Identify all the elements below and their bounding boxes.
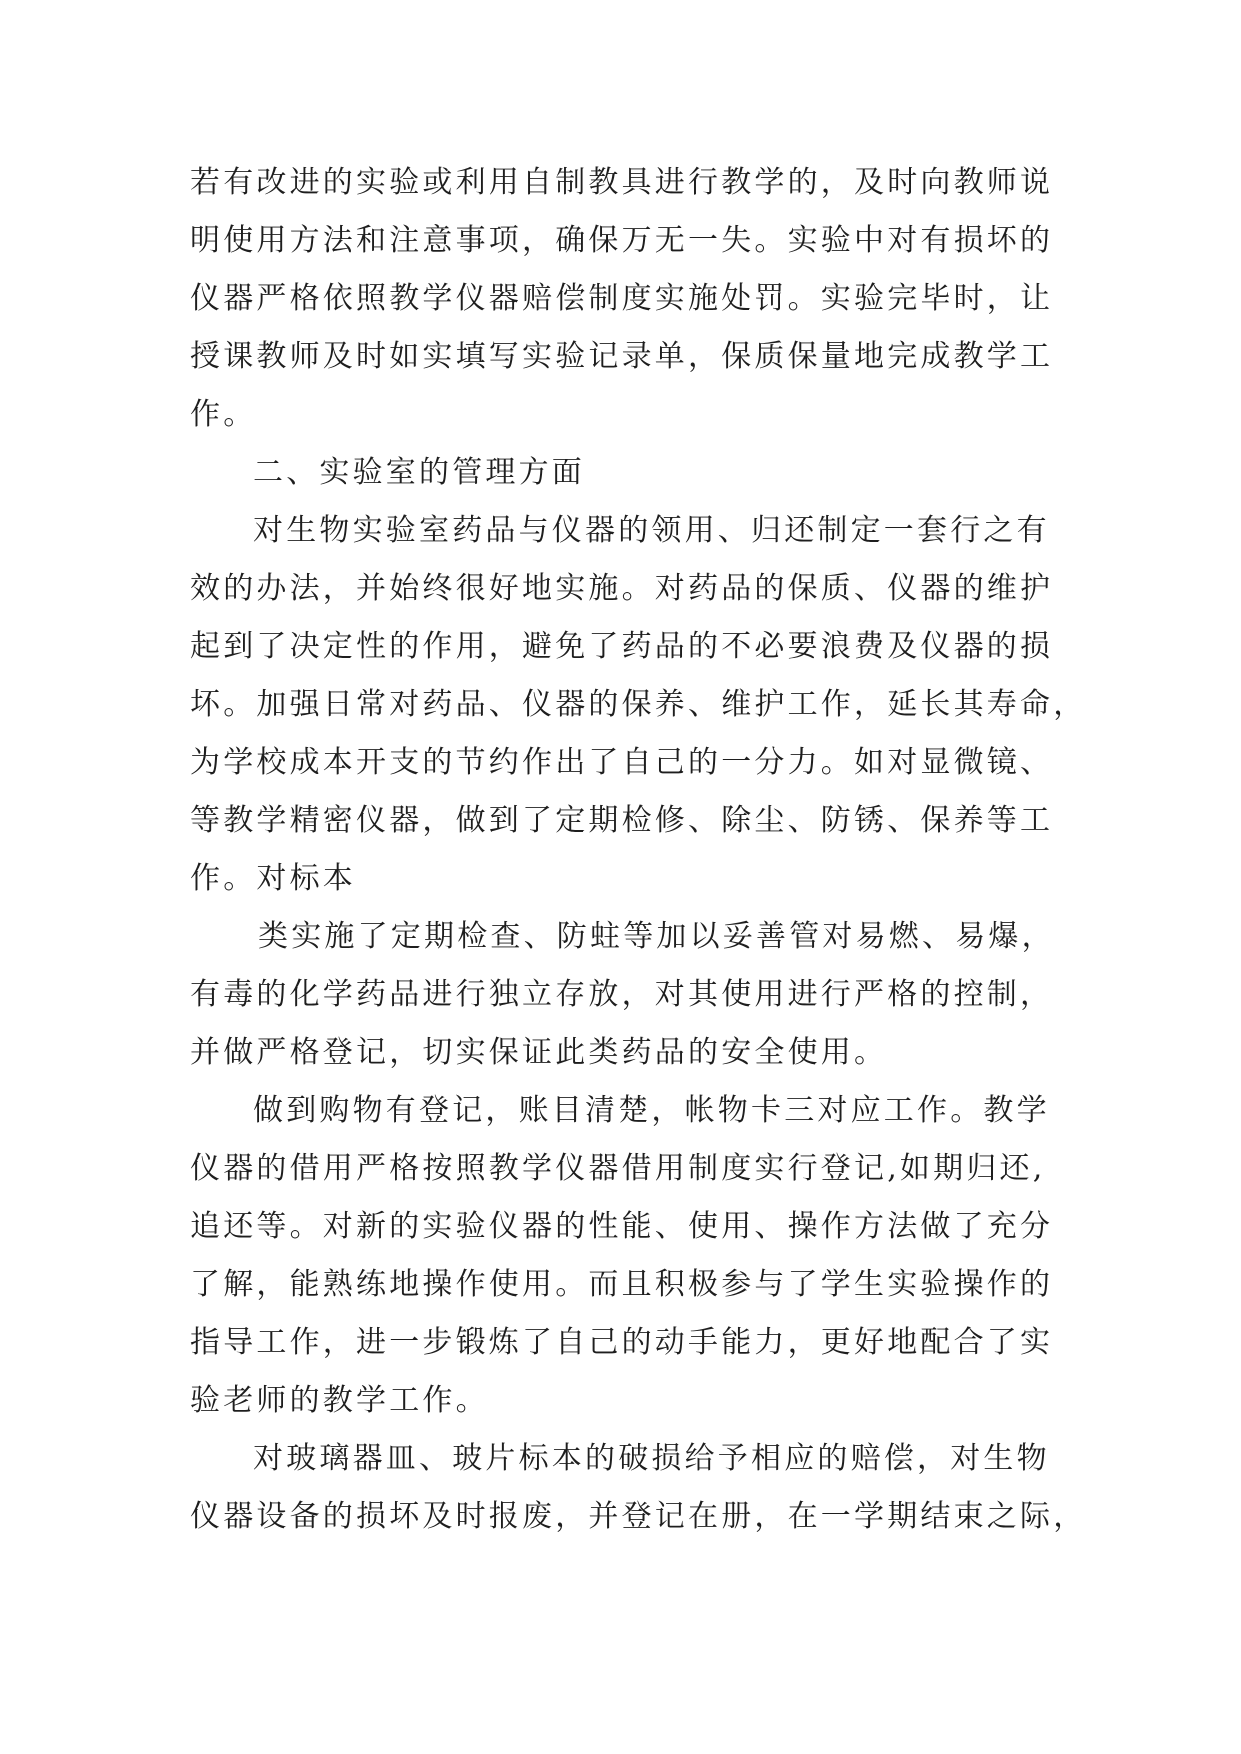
text-line: 坏。加强日常对药品、仪器的保养、维护工作，延长其寿命， [190,687,1087,722]
text-line: 仪器设备的损坏及时报废，并登记在册，在一学期结束之际， [190,1499,1087,1534]
text-line: 作。对标本 [190,861,356,896]
text-line: 指导工作，进一步锻炼了自己的动手能力，更好地配合了实 [190,1325,1054,1360]
section-heading: 二、实验室的管理方面 [253,455,585,490]
text-line: 明使用方法和注意事项，确保万无一失。实验中对有损坏的 [190,223,1054,258]
text-line: 并做严格登记，切实保证此类药品的安全使用。 [190,1035,888,1070]
text-line: 起到了决定性的作用，避免了药品的不必要浪费及仪器的损 [190,629,1054,664]
text-line: 做到购物有登记，账目清楚，帐物卡三对应工作。教学 [253,1093,1050,1128]
text-line: 效的办法，并始终很好地实施。对药品的保质、仪器的维护 [190,571,1054,606]
text-line: 了解，能熟练地操作使用。而且积极参与了学生实验操作的 [190,1267,1054,1302]
text-line: 有毒的化学药品进行独立存放，对其使用进行严格的控制， [190,977,1054,1012]
text-line: 若有改进的实验或利用自制教具进行教学的，及时向教师说 [190,165,1054,200]
text-line: 类实施了定期检查、防蛀等加以妥善管对易燃、易爆， [258,919,1055,954]
text-line: 对玻璃器皿、玻片标本的破损给予相应的赔偿，对生物 [253,1441,1050,1476]
text-line: 仪器严格依照教学仪器赔偿制度实施处罚。实验完毕时，让 [190,281,1054,316]
text-line: 作。 [190,397,257,432]
text-line: 为学校成本开支的节约作出了自己的一分力。如对显微镜、 [190,745,1054,780]
text-line: 追还等。对新的实验仪器的性能、使用、操作方法做了充分 [190,1209,1054,1244]
text-line: 等教学精密仪器，做到了定期检修、除尘、防锈、保养等工 [190,803,1054,838]
text-line: 授课教师及时如实填写实验记录单，保质保量地完成教学工 [190,339,1054,374]
text-line: 验老师的教学工作。 [190,1383,489,1418]
text-line: 仪器的借用严格按照教学仪器借用制度实行登记,如期归还, [190,1151,1046,1186]
text-line: 对生物实验室药品与仪器的领用、归还制定一套行之有 [253,513,1050,548]
